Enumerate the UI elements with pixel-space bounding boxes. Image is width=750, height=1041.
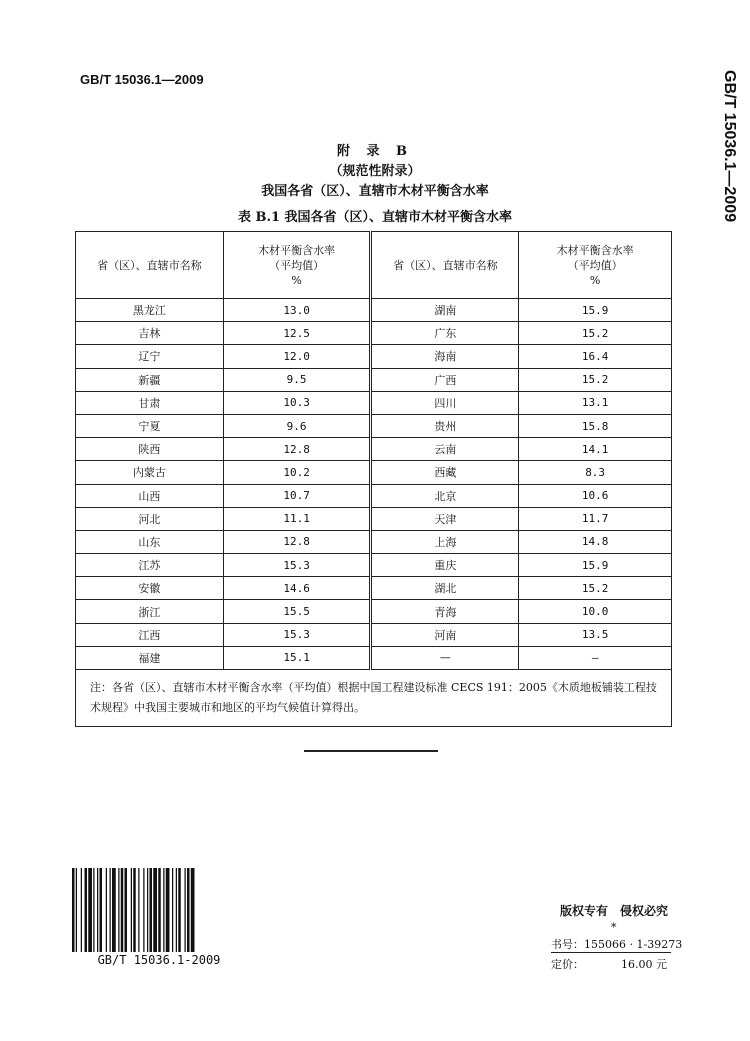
copyright-text-1: 版权专有 bbox=[560, 904, 609, 918]
end-rule bbox=[304, 750, 438, 752]
moisture-value-left: 10.7 bbox=[223, 484, 371, 507]
province-name-right: 云南 bbox=[371, 438, 519, 461]
header-value-right bbox=[519, 232, 672, 299]
moisture-value-left: 15.3 bbox=[223, 623, 371, 646]
table-row bbox=[76, 345, 672, 368]
header-value-line2: （平均值） bbox=[269, 258, 325, 272]
standard-code-header: GB/T 15036.1—2009 bbox=[80, 72, 204, 87]
moisture-value-left: 12.5 bbox=[223, 322, 371, 345]
moisture-value-right: 13.5 bbox=[519, 623, 672, 646]
province-name-right: 北京 bbox=[371, 484, 519, 507]
province-name-left: 辽宁 bbox=[76, 345, 224, 368]
province-name-left: 安徽 bbox=[76, 577, 224, 600]
header-value-left bbox=[223, 232, 371, 299]
province-name-left: 福建 bbox=[76, 646, 224, 669]
province-name-left: 江苏 bbox=[76, 554, 224, 577]
appendix-title: 我国各省（区）、直辖市木材平衡含水率 bbox=[261, 184, 489, 199]
moisture-value-left: 10.2 bbox=[223, 461, 371, 484]
province-name-left: 浙江 bbox=[76, 600, 224, 623]
table-row bbox=[76, 391, 672, 414]
table-note-row bbox=[76, 670, 672, 727]
barcode-text: GB/T 15036.1-2009 bbox=[97, 953, 221, 967]
moisture-value-right: 15.2 bbox=[519, 577, 672, 600]
moisture-value-right: 14.1 bbox=[519, 438, 672, 461]
moisture-value-right: 11.7 bbox=[519, 507, 672, 530]
table-row bbox=[76, 322, 672, 345]
moisture-value-left: 11.1 bbox=[223, 507, 371, 530]
table-row bbox=[76, 438, 672, 461]
star-mark: * bbox=[611, 921, 617, 934]
moisture-value-left: 15.1 bbox=[223, 646, 371, 669]
province-name-right: 广东 bbox=[371, 322, 519, 345]
province-name-right: 湖南 bbox=[371, 299, 519, 322]
barcode bbox=[70, 868, 248, 952]
province-name-right: 贵州 bbox=[371, 414, 519, 437]
table-row bbox=[76, 414, 672, 437]
province-name-right: — bbox=[371, 646, 519, 669]
header-name-right: 省（区）、直辖市名称 bbox=[371, 232, 519, 299]
moisture-value-left: 12.8 bbox=[223, 530, 371, 553]
table-note: 注：各省（区）、直辖市木材平衡含水率（平均值）根据中国工程建设标准 CECS 191：2005《木质地板铺装工程技术规程》中我国主要城市和地区的平均气候值计算得出。 bbox=[76, 670, 672, 727]
table-header-row bbox=[76, 232, 672, 299]
moisture-value-left: 10.3 bbox=[223, 391, 371, 414]
moisture-value-right: 10.6 bbox=[519, 484, 672, 507]
moisture-value-left: 13.0 bbox=[223, 299, 371, 322]
standard-code-side: GB/T 15036.1—2009 bbox=[721, 70, 738, 223]
province-name-left: 宁夏 bbox=[76, 414, 224, 437]
moisture-value-right: 15.9 bbox=[519, 554, 672, 577]
moisture-value-right: 15.8 bbox=[519, 414, 672, 437]
moisture-value-right: 15.2 bbox=[519, 322, 672, 345]
moisture-value-left: 15.3 bbox=[223, 554, 371, 577]
moisture-value-left: 12.0 bbox=[223, 345, 371, 368]
table-row bbox=[76, 530, 672, 553]
moisture-value-right: — bbox=[519, 646, 672, 669]
province-name-right: 青海 bbox=[371, 600, 519, 623]
header-value-line1: 木材平衡含水率 bbox=[556, 243, 634, 257]
province-name-right: 湖北 bbox=[371, 577, 519, 600]
province-name-right: 广西 bbox=[371, 368, 519, 391]
moisture-value-left: 14.6 bbox=[223, 577, 371, 600]
price bbox=[551, 956, 671, 972]
province-name-left: 吉林 bbox=[76, 322, 224, 345]
province-name-left: 甘肃 bbox=[76, 391, 224, 414]
header-value-unit: % bbox=[291, 273, 302, 287]
province-name-right: 西藏 bbox=[371, 461, 519, 484]
table-body bbox=[76, 299, 672, 670]
price-value: 16.00 元 bbox=[621, 958, 667, 971]
province-name-left: 新疆 bbox=[76, 368, 224, 391]
table-row bbox=[76, 600, 672, 623]
province-name-left: 江西 bbox=[76, 623, 224, 646]
header-name-left: 省（区）、直辖市名称 bbox=[76, 232, 224, 299]
appendix-label: 附 录 B bbox=[336, 144, 414, 159]
price-label: 定价： bbox=[551, 958, 584, 971]
appendix-type: （规范性附录） bbox=[329, 164, 421, 179]
table-row bbox=[76, 554, 672, 577]
moisture-value-left: 9.5 bbox=[223, 368, 371, 391]
province-name-right: 河南 bbox=[371, 623, 519, 646]
province-name-right: 天津 bbox=[371, 507, 519, 530]
book-number: 书号：155066 · 1-39273 bbox=[551, 938, 683, 951]
table-row bbox=[76, 461, 672, 484]
header-value-line2: （平均值） bbox=[567, 258, 623, 272]
header-value-unit: % bbox=[589, 273, 601, 287]
province-name-right: 上海 bbox=[371, 530, 519, 553]
copyright-notice bbox=[560, 902, 680, 919]
header-value-line1: 木材平衡含水率 bbox=[258, 243, 336, 257]
province-name-left: 山东 bbox=[76, 530, 224, 553]
moisture-value-right: 15.9 bbox=[519, 299, 672, 322]
moisture-value-right: 10.0 bbox=[519, 600, 672, 623]
province-name-left: 黑龙江 bbox=[76, 299, 224, 322]
moisture-value-right: 16.4 bbox=[519, 345, 672, 368]
moisture-table bbox=[75, 231, 672, 727]
table-row bbox=[76, 623, 672, 646]
table-row bbox=[76, 646, 672, 669]
table-row bbox=[76, 368, 672, 391]
table-row bbox=[76, 484, 672, 507]
table-caption: 表 B.1 我国各省（区）、直辖市木材平衡含水率 bbox=[237, 210, 513, 225]
price-divider bbox=[551, 952, 671, 953]
table-row bbox=[76, 577, 672, 600]
moisture-value-left: 15.5 bbox=[223, 600, 371, 623]
table-row bbox=[76, 299, 672, 322]
province-name-right: 四川 bbox=[371, 391, 519, 414]
province-name-left: 河北 bbox=[76, 507, 224, 530]
province-name-left: 山西 bbox=[76, 484, 224, 507]
moisture-value-left: 9.6 bbox=[223, 414, 371, 437]
province-name-right: 重庆 bbox=[371, 554, 519, 577]
moisture-value-left: 12.8 bbox=[223, 438, 371, 461]
province-name-left: 陕西 bbox=[76, 438, 224, 461]
province-name-right: 海南 bbox=[371, 345, 519, 368]
moisture-value-right: 13.1 bbox=[519, 391, 672, 414]
copyright-text-2: 侵权必究 bbox=[620, 904, 669, 918]
moisture-value-right: 14.8 bbox=[519, 530, 672, 553]
province-name-left: 内蒙古 bbox=[76, 461, 224, 484]
moisture-value-right: 15.2 bbox=[519, 368, 672, 391]
table-row bbox=[76, 507, 672, 530]
moisture-value-right: 8.3 bbox=[519, 461, 672, 484]
